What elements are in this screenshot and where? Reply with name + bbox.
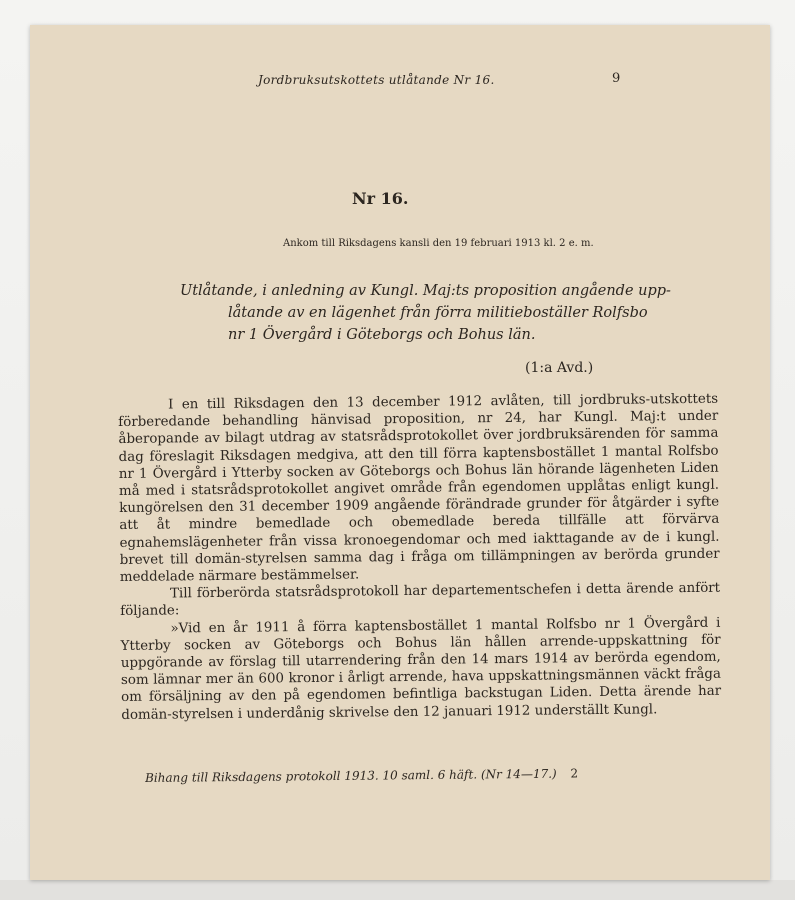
title-line: nr 1 Övergård i Göteborgs och Bohus län. [228,327,536,343]
division-label: (1:a Avd.) [525,360,594,376]
paragraph: »Vid en år 1911 å förra kaptensbostället 1 mantal Rolfsbo nr 1 Övergård i Ytterby socken av Göteborgs och Bohus län hållen arrende-uppskattning för uppgörande av förslag till utarrendering från den 14 mars 1914 av berörda egendom, som lämnar mer än 600 kronor i årligt arrende, hava uppskattningsmännen väckt fråga om försäljning av den på egendomen befintliga backstugan Liden. Detta ärende har domän-styrelsen i underdånig skrivelse den 12 januari 1912 underställt Kungl. [120,615,722,723]
document-title [180,280,700,346]
running-header: Jordbruksutskottets utlåtande Nr 16. [258,73,495,87]
title-line: låtande av en lägenhet från förra militieboställer Rolfsbo [228,305,648,321]
document-number: Nr 16. [352,189,409,208]
paragraph: I en till Riksdagen den 13 december 1912 avlåten, till jordbruks-utskottets förberedande behandling hänvisad proposition, nr 24, har Kungl. Maj:t under åberopande av bilagt utdrag av statsrådsprotokollet över jordbruksärenden för samma dag föreslagit Riksdagen medgiva, att den till förra kaptensbostället 1 mantal Rolfsbo nr 1 Övergård i Ytterby socken av Göteborgs och Bohus län hörande lägenheten Liden må med i statsrådsprotokollet angivet område från egendomen upplåtas enligt kungl. kungörelsen den 31 december 1909 angående förändrade grunder för åtgärder i syfte att åt mindre bemedlade och obemedlade bereda tillfälle att förvärva egnahemslägenheter från vissa kronoegendomar och med iakttagande av de i kungl. brevet till domän-styrelsen samma dag i fråga om tillämpningen av berörda grunder meddelade närmare bestämmelser. [118,391,720,586]
page-number: 9 [612,71,621,86]
received-stamp-line: Ankom till Riksdagens kansli den 19 februari 1913 kl. 2 e. m. [283,238,594,249]
document-page [30,25,770,880]
signature-mark: 2 [570,766,579,781]
footer [145,766,578,785]
footer-citation: Bihang till Riksdagens protokoll 1913. 10 saml. 6 häft. (Nr 14—17.) [145,766,557,785]
title-line: Utlåtande, i anledning av Kungl. Maj:ts proposition angående upp- [180,283,671,299]
body-text [118,391,721,724]
paragraph: Till förberörda statsrådsprotokoll har departementschefen i detta ärende anfört följande: [120,580,721,620]
surface-edge [0,880,795,900]
